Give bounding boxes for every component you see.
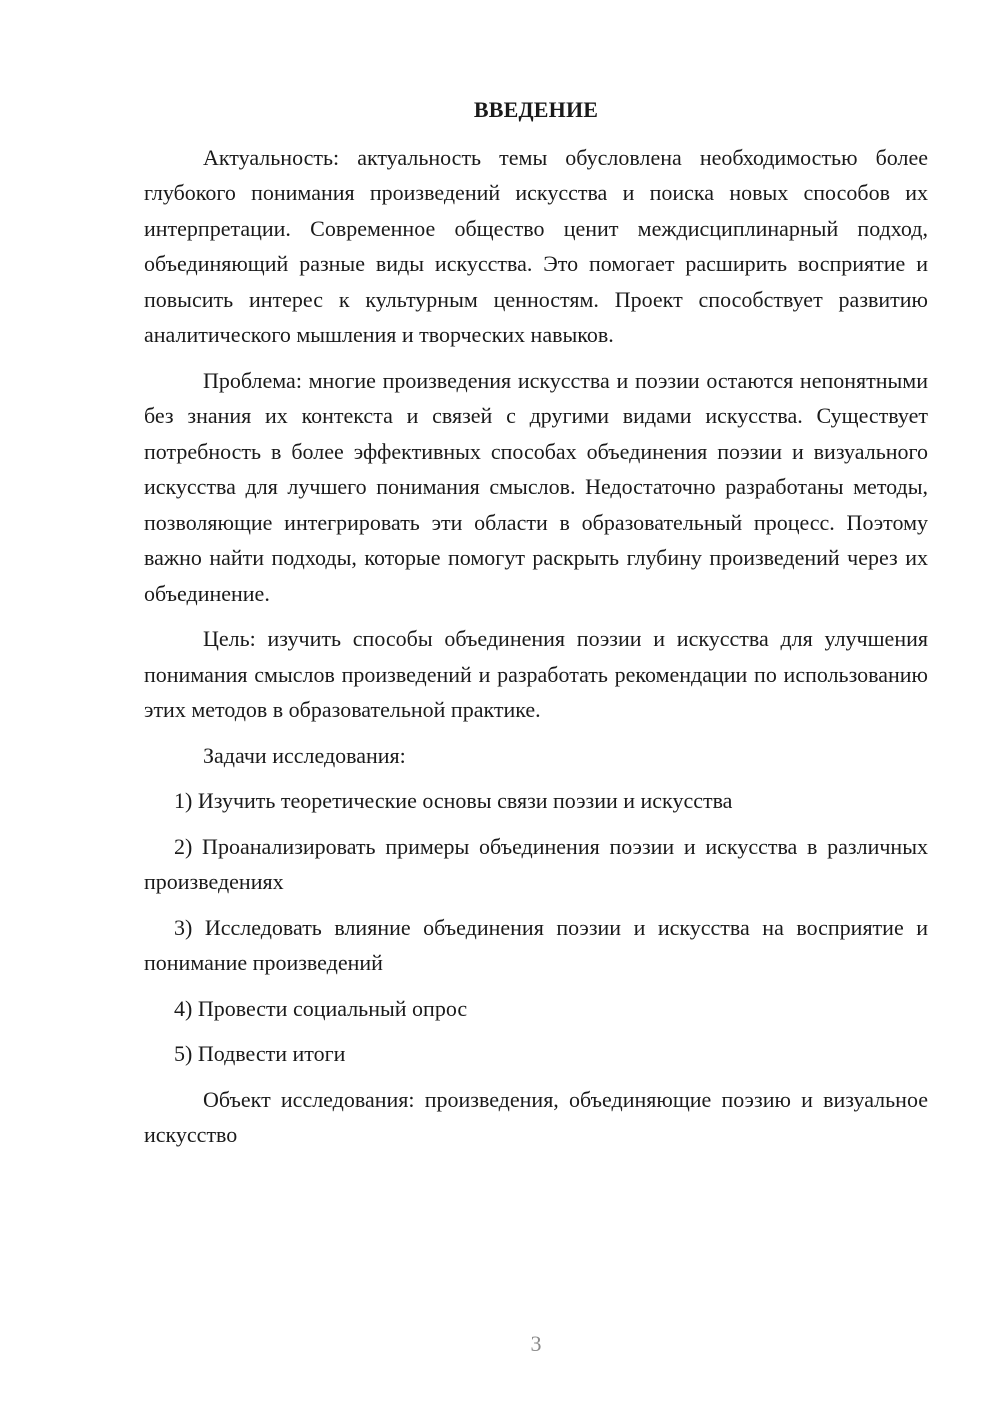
task-item: 3) Исследовать влияние объединения поэзии и искусства на восприятие и понимание произведений	[144, 914, 928, 975]
task-item: 1) Изучить теоретические основы связи поэзии и искусства	[174, 788, 733, 813]
tasks-heading: Задачи исследования:	[203, 742, 406, 768]
paragraph-goal: Цель: изучить способы объединения поэзии и искусства для улучшения понимания смыслов произведений и разработать рекомендации по использованию этих методов в образовательной практике.	[144, 626, 928, 722]
paragraph-object: Объект исследования: произведения, объединяющие поэзию и визуальное искусство	[144, 1086, 928, 1147]
page-content	[144, 92, 928, 1163]
task-item: 5) Подвести итоги	[174, 1041, 346, 1066]
paragraph-relevance: Актуальность: актуальность темы обусловлена необходимостью более глубокого понимания произведений искусства и поиска новых способов их интерпретации. Современное общество ценит междисциплинарный подход, объединяющий разные виды искусства. Это помогает расширить восприятие и повысить интерес к культурным ценностям. Проект способствует развитию аналитического мышления и творческих навыков.	[144, 144, 928, 347]
task-item: 2) Проанализировать примеры объединения поэзии и искусства в различных произведениях	[144, 833, 928, 894]
section-title: ВВЕДЕНИЕ	[473, 97, 599, 122]
paragraph-problem: Проблема: многие произведения искусства и поэзии остаются непонятными без знания их контекста и связей с другими видами искусства. Существует потребность в более эффективных способах объединения поэзии и визуального искусства для лучшего понимания смыслов. Недостаточно разработаны методы, позволяющие интегрировать эти области в образовательный процесс. Поэтому важно найти подходы, которые помогут раскрыть глубину произведений через их объединение.	[144, 367, 928, 606]
task-item: 4) Провести социальный опрос	[174, 995, 468, 1021]
page-number: 3	[530, 1331, 542, 1356]
